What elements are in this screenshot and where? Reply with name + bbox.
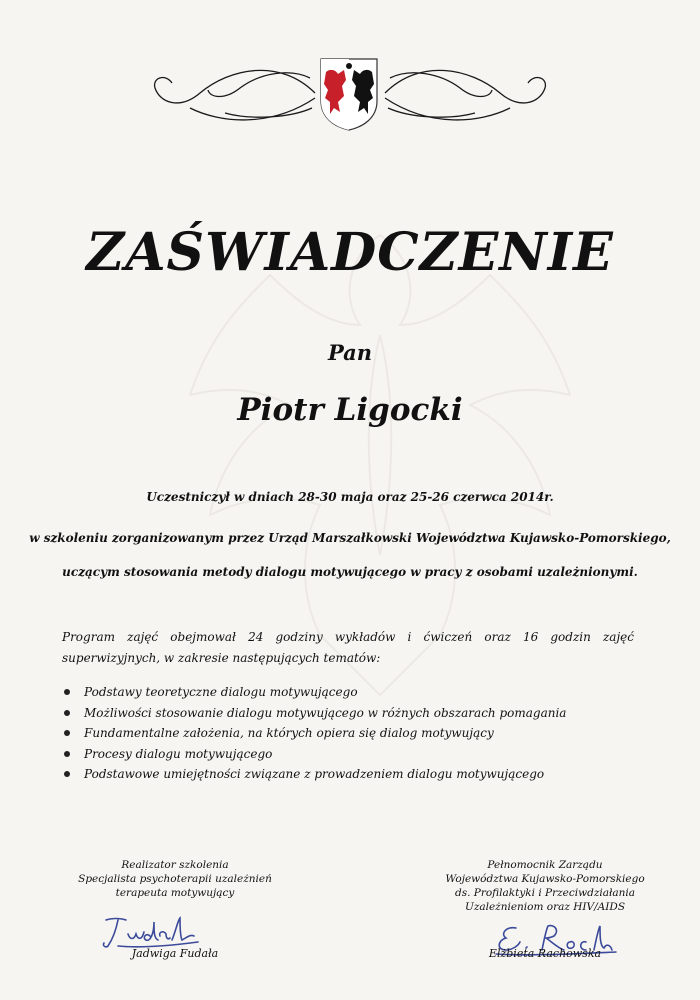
role-line: Realizator szkolenia xyxy=(121,859,229,871)
role-line: Pełnomocnik Zarządu xyxy=(487,859,603,871)
list-item xyxy=(62,723,642,744)
program-intro: Program zajęć obejmował 24 godziny wykładów i ćwiczeń oraz 16 godzin zajęć superwizyjnych, w zakresie następujących tematów: xyxy=(62,630,634,665)
role-line: Województwa Kujawsko-Pomorskiego xyxy=(445,873,645,885)
topic-text: Fundamentalne założenia, na których opiera się dialog motywujący xyxy=(84,726,494,740)
bullet-icon xyxy=(64,730,70,736)
coat-of-arms-icon xyxy=(318,56,380,132)
topic-text: Możliwości stosowanie dialogu motywującego w różnych obszarach pomagania xyxy=(84,705,567,720)
signatory-left-name: Jadwiga Fudała xyxy=(131,947,219,960)
purpose-line: uczącym stosowania metody dialogu motywującego w pracy z osobami uzależnionymi. xyxy=(62,565,638,579)
role-line: ds. Profilaktyki i Przeciwdziałania xyxy=(454,887,636,899)
list-item xyxy=(62,682,642,703)
list-item xyxy=(62,764,642,785)
recipient-name: Piotr Ligocki xyxy=(237,392,463,428)
bullet-icon xyxy=(64,771,70,777)
list-item xyxy=(62,703,642,724)
signatory-right-roles xyxy=(430,858,660,914)
participation-line: Uczestniczył w dniach 28-30 maja oraz 25-26 czerwca 2014r. xyxy=(146,490,554,504)
role-line: terapeuta motywujący xyxy=(115,887,235,899)
list-item xyxy=(62,744,642,765)
signatory-right-name: Elżbieta Rachowska xyxy=(488,947,602,960)
topic-text: Procesy dialogu motywującego xyxy=(84,746,273,761)
topics-list xyxy=(62,682,642,785)
salutation: Pan xyxy=(327,340,373,365)
handwritten-signature-left xyxy=(98,910,208,950)
role-line: Uzależnieniom oraz HIV/AIDS xyxy=(464,901,626,913)
bullet-icon xyxy=(64,751,70,757)
topic-text: Podstawowe umiejętności związane z prowadzeniem dialogu motywującego xyxy=(84,767,545,781)
certificate-title: ZAŚWIADCZENIE xyxy=(86,222,614,283)
role-line: Specjalista psychoterapii uzależnień xyxy=(78,873,272,885)
bullet-icon xyxy=(64,689,70,695)
signatory-left-roles xyxy=(70,858,280,900)
training-line: w szkoleniu zorganizowanym przez Urząd Marszałkowski Województwa Kujawsko-Pomorskiego, xyxy=(29,531,671,545)
topic-text: Podstawy teoretyczne dialogu motywującego xyxy=(84,685,358,699)
bullet-icon xyxy=(64,710,70,716)
